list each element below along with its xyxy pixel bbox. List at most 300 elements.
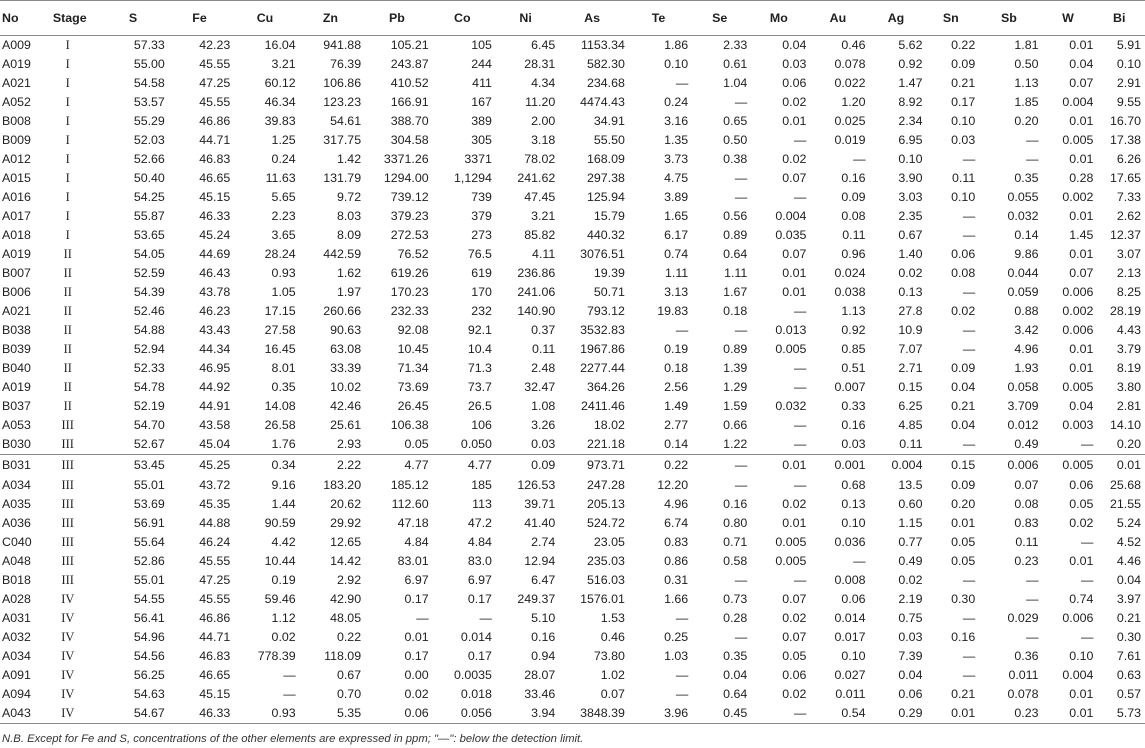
cell-no: A019 xyxy=(2,380,31,394)
cell-co: 232 xyxy=(471,304,492,318)
column-header-bi: Bi xyxy=(1097,1,1145,36)
cell-fe: 45.25 xyxy=(169,455,234,477)
cell-sb: 1.13 xyxy=(1014,76,1039,90)
cell-au: 0.13 xyxy=(841,497,866,511)
cell-ag: 10.9 xyxy=(898,323,923,337)
cell-s: 54.25 xyxy=(133,190,165,204)
cell-cu: 4.42 xyxy=(271,535,296,549)
column-header-sb: Sb xyxy=(979,1,1042,36)
cell-mo: — xyxy=(794,380,807,394)
cell-zn: 10.02 xyxy=(330,380,362,394)
cell-as: 235.03 xyxy=(586,554,625,568)
cell-stage: II xyxy=(63,380,72,394)
cell-zn: 118.09 xyxy=(324,649,362,663)
cell-s: 55.87 xyxy=(133,209,165,223)
cell-fe: 45.04 xyxy=(199,437,231,451)
cell-pb: 739.12 xyxy=(390,190,429,204)
column-header-au: Au xyxy=(810,1,869,36)
cell-no: A032 xyxy=(2,630,31,644)
cell-bi: 7.61 xyxy=(1116,649,1141,663)
cell-pb: 185.12 xyxy=(390,478,429,492)
table-row xyxy=(0,455,1145,477)
cell-ag: 1.15 xyxy=(898,516,923,530)
cell-mo: — xyxy=(794,190,807,204)
cell-w: — xyxy=(1081,437,1094,451)
cell-w: 0.004 xyxy=(1062,668,1094,682)
cell-stage: II xyxy=(63,285,72,299)
cell-w: 0.74 xyxy=(1069,592,1094,606)
cell-co: 76.5 xyxy=(467,247,492,261)
cell-co: 4.84 xyxy=(467,535,492,549)
cell-bi: 21.55 xyxy=(1109,497,1141,511)
cell-no: A021 xyxy=(2,76,31,90)
cell-w: 0.002 xyxy=(1062,304,1094,318)
cell-co: 73.7 xyxy=(467,380,492,394)
column-header-ag: Ag xyxy=(869,1,926,36)
cell-zn: 183.20 xyxy=(323,478,362,492)
cell-w: 0.01 xyxy=(1069,152,1094,166)
cell-stage: II xyxy=(63,247,72,261)
cell-sb: 3.709 xyxy=(1007,399,1039,413)
cell-stage: I xyxy=(65,171,70,185)
cell-fe: 46.43 xyxy=(199,266,231,280)
column-header-pb: Pb xyxy=(365,1,433,36)
cell-zn: 2.92 xyxy=(336,573,362,587)
cell-sb: 0.08 xyxy=(1014,497,1039,511)
cell-bi: 16.70 xyxy=(1109,114,1141,128)
cell-cu: 1.25 xyxy=(271,133,296,147)
cell-zn: 123.23 xyxy=(323,95,362,109)
cell-s: 52.33 xyxy=(133,361,165,375)
cell-ni: 4.34 xyxy=(531,76,556,90)
cell-no: A009 xyxy=(2,38,31,52)
cell-co: 4.77 xyxy=(433,455,496,477)
cell-sn: 0.02 xyxy=(951,304,976,318)
table-row xyxy=(0,283,1145,302)
table-row xyxy=(0,397,1145,416)
cell-se: 1.59 xyxy=(723,399,748,413)
cell-se: 0.64 xyxy=(723,687,748,701)
cell-w: 0.005 xyxy=(1062,380,1094,394)
cell-sn: — xyxy=(962,285,976,299)
cell-au: 0.038 xyxy=(834,285,866,299)
cell-mo: 0.032 xyxy=(775,399,807,413)
cell-bi: 5.24 xyxy=(1116,516,1141,530)
cell-zn: 42.90 xyxy=(330,592,362,606)
cell-stage: III xyxy=(61,478,74,492)
cell-stage: IV xyxy=(42,704,101,724)
cell-ag: 0.02 xyxy=(898,573,923,587)
cell-pb: 619.26 xyxy=(390,266,429,280)
cell-as: 3848.39 xyxy=(559,704,629,724)
cell-no: A048 xyxy=(2,554,31,568)
cell-mo: 0.02 xyxy=(782,687,807,701)
cell-ni: 28.07 xyxy=(524,668,556,682)
cell-sb: — xyxy=(1026,630,1039,644)
cell-au: 0.92 xyxy=(841,323,866,337)
cell-fe: 46.33 xyxy=(169,704,234,724)
cell-te: 1.35 xyxy=(664,133,689,147)
cell-cu: 0.24 xyxy=(271,152,296,166)
cell-sb: 0.83 xyxy=(1014,516,1039,530)
cell-sn: 0.10 xyxy=(951,190,976,204)
cell-bi: 8.19 xyxy=(1116,361,1141,375)
cell-stage: IV xyxy=(61,649,75,663)
cell-no: A019 xyxy=(2,57,31,71)
cell-pb: 105.21 xyxy=(390,38,429,52)
cell-sb: 0.012 xyxy=(1007,418,1039,432)
cell-as: 125.94 xyxy=(586,190,625,204)
cell-bi: 3.07 xyxy=(1116,247,1141,261)
cell-s: 54.58 xyxy=(133,76,165,90)
cell-sb: 0.23 xyxy=(1014,554,1039,568)
cell-ag: 0.04 xyxy=(898,668,923,682)
cell-ag: 6.95 xyxy=(898,133,923,147)
cell-s: 54.70 xyxy=(133,418,165,432)
cell-co: 0.17 xyxy=(467,649,492,663)
cell-w: 0.01 xyxy=(1069,38,1094,52)
cell-te: 2.56 xyxy=(664,380,689,394)
table-row xyxy=(0,435,1145,455)
cell-se: 0.80 xyxy=(723,516,748,530)
cell-se: 0.28 xyxy=(723,611,748,625)
cell-sn: — xyxy=(962,152,976,166)
column-header-s: S xyxy=(101,1,169,36)
cell-se: 0.66 xyxy=(723,418,748,432)
table-row xyxy=(0,245,1145,264)
cell-sb: 0.055 xyxy=(1007,190,1039,204)
cell-w: 0.01 xyxy=(1069,687,1094,701)
cell-w: 1.45 xyxy=(1069,228,1094,242)
cell-se: 1.11 xyxy=(724,266,748,280)
cell-co: 1,1294 xyxy=(454,171,492,185)
cell-au: — xyxy=(853,152,866,166)
cell-bi: 17.65 xyxy=(1109,171,1141,185)
cell-ni: 5.10 xyxy=(531,611,556,625)
cell-sb: 0.058 xyxy=(1007,380,1039,394)
cell-ni: 6.47 xyxy=(531,573,556,587)
cell-cu: 0.93 xyxy=(234,704,299,724)
cell-pb: 232.33 xyxy=(390,304,429,318)
cell-s: 56.25 xyxy=(133,668,165,682)
cell-ag: 0.75 xyxy=(898,611,923,625)
cell-pb: 71.34 xyxy=(397,361,429,375)
cell-sb: 0.011 xyxy=(1008,668,1039,682)
cell-zn: 260.66 xyxy=(323,304,362,318)
cell-co: 739 xyxy=(471,190,492,204)
cell-te: — xyxy=(675,687,689,701)
cell-zn: 5.35 xyxy=(300,704,365,724)
cell-s: 54.39 xyxy=(133,285,165,299)
cell-as: 2411.46 xyxy=(581,399,625,413)
table-row xyxy=(0,150,1145,169)
cell-se: 1.29 xyxy=(723,380,748,394)
cell-w: — xyxy=(1081,573,1094,587)
cell-sb: 0.49 xyxy=(1014,437,1039,451)
cell-mo: 0.02 xyxy=(782,611,807,625)
cell-no: B031 xyxy=(0,455,42,477)
cell-stage: II xyxy=(63,342,72,356)
cell-s: 57.33 xyxy=(133,38,165,52)
cell-au: 0.10 xyxy=(841,516,866,530)
cell-se: — xyxy=(734,190,748,204)
cell-as: 3532.83 xyxy=(580,323,625,337)
cell-au: 0.027 xyxy=(834,668,866,682)
cell-se: — xyxy=(734,95,748,109)
cell-sb: 0.36 xyxy=(1014,649,1039,663)
cell-bi: 0.20 xyxy=(1116,437,1141,451)
cell-zn: 2.22 xyxy=(300,455,365,477)
header-row xyxy=(0,1,1145,36)
cell-no: A034 xyxy=(2,649,31,663)
cell-as: 297.38 xyxy=(586,171,625,185)
cell-pb: 0.00 xyxy=(404,668,429,682)
cell-bi: 7.33 xyxy=(1116,190,1141,204)
table-row xyxy=(0,609,1145,628)
cell-co: 273 xyxy=(471,228,492,242)
cell-sb: 0.20 xyxy=(1014,114,1039,128)
cell-co: 170 xyxy=(471,285,492,299)
cell-stage: I xyxy=(65,114,70,128)
cell-zn: 0.70 xyxy=(336,687,362,701)
cell-te: 6.17 xyxy=(664,228,689,242)
cell-te: — xyxy=(675,323,689,337)
cell-cu: 16.45 xyxy=(264,342,296,356)
table-body xyxy=(0,36,1145,724)
cell-pb: 0.17 xyxy=(404,592,429,606)
cell-ni: 28.31 xyxy=(524,57,556,71)
cell-se: 0.61 xyxy=(723,57,748,71)
cell-zn: 63.08 xyxy=(330,342,362,356)
cell-se: 0.58 xyxy=(723,554,748,568)
cell-fe: 45.15 xyxy=(199,190,231,204)
cell-au: 0.06 xyxy=(841,592,866,606)
cell-sn: 0.09 xyxy=(951,361,976,375)
cell-w: 0.07 xyxy=(1069,76,1094,90)
cell-sn: — xyxy=(962,437,976,451)
cell-stage: III xyxy=(61,573,74,587)
cell-au: 0.022 xyxy=(834,76,866,90)
cell-au: 0.078 xyxy=(834,57,866,71)
cell-se: 1.22 xyxy=(723,437,748,451)
table-row xyxy=(0,533,1145,552)
cell-cu: 778.39 xyxy=(257,649,296,663)
cell-te: 3.16 xyxy=(664,114,689,128)
cell-as: 1153.34 xyxy=(581,38,625,52)
cell-te: 0.86 xyxy=(664,554,689,568)
cell-ni: 32.47 xyxy=(524,380,556,394)
cell-w: 0.10 xyxy=(1069,649,1094,663)
cell-ag: 6.25 xyxy=(898,399,923,413)
cell-w: — xyxy=(1081,535,1094,549)
cell-ag: 0.92 xyxy=(898,57,923,71)
cell-w: 0.01 xyxy=(1043,704,1098,724)
cell-co: 0.056 xyxy=(433,704,496,724)
cell-bi: 2.13 xyxy=(1116,266,1141,280)
cell-stage: IV xyxy=(61,687,75,701)
cell-se: — xyxy=(734,573,748,587)
cell-pb: 170.23 xyxy=(390,285,429,299)
cell-sb: 0.23 xyxy=(979,704,1042,724)
cell-mo: 0.01 xyxy=(782,285,807,299)
cell-au: 0.96 xyxy=(841,247,866,261)
cell-w: 0.02 xyxy=(1069,516,1094,530)
cell-bi: 3.79 xyxy=(1116,342,1141,356)
cell-sn: 0.05 xyxy=(951,554,976,568)
table-row xyxy=(0,628,1145,647)
cell-te: 0.83 xyxy=(664,535,689,549)
cell-ni: 0.37 xyxy=(531,323,556,337)
cell-sn: 0.09 xyxy=(951,478,976,492)
cell-au: 0.011 xyxy=(835,687,866,701)
cell-no: A034 xyxy=(2,478,31,492)
cell-mo: 0.06 xyxy=(782,76,807,90)
cell-as: 50.71 xyxy=(593,285,625,299)
cell-ni: 39.71 xyxy=(524,497,556,511)
cell-cu: 0.35 xyxy=(271,380,296,394)
cell-co: 389 xyxy=(471,114,492,128)
cell-sn: 0.16 xyxy=(951,630,976,644)
cell-ni: 6.45 xyxy=(531,38,556,52)
cell-pb: 0.05 xyxy=(404,437,429,451)
cell-sb: 0.14 xyxy=(1014,228,1039,242)
cell-se: 0.89 xyxy=(723,228,748,242)
cell-te: 4.75 xyxy=(664,171,689,185)
cell-pb: 166.91 xyxy=(390,95,429,109)
cell-fe: 44.91 xyxy=(199,399,231,413)
cell-se: — xyxy=(692,455,751,477)
cell-w: 0.003 xyxy=(1062,418,1094,432)
cell-fe: 47.25 xyxy=(199,573,231,587)
cell-w: 0.05 xyxy=(1069,497,1094,511)
cell-bi: 14.10 xyxy=(1109,418,1141,432)
cell-mo: 0.005 xyxy=(775,554,807,568)
cell-w: 0.07 xyxy=(1069,266,1094,280)
cell-mo: — xyxy=(794,418,807,432)
cell-ag: 13.5 xyxy=(898,478,923,492)
cell-se: 0.38 xyxy=(723,152,748,166)
cell-cu: 10.44 xyxy=(264,554,296,568)
cell-te: 0.31 xyxy=(664,573,689,587)
column-header-se: Se xyxy=(692,1,751,36)
column-header-ni: Ni xyxy=(496,1,559,36)
cell-ag: 0.004 xyxy=(869,455,926,477)
cell-ag: 2.34 xyxy=(898,114,923,128)
cell-te: 19.83 xyxy=(657,304,689,318)
cell-no: C040 xyxy=(2,535,32,549)
cell-s: 55.01 xyxy=(133,478,165,492)
cell-stage: IV xyxy=(61,630,75,644)
cell-stage: I xyxy=(65,228,70,242)
cell-sn: 0.20 xyxy=(951,497,976,511)
cell-pb: 106.38 xyxy=(390,418,429,432)
cell-sn: — xyxy=(962,668,976,682)
cell-pb: 6.97 xyxy=(404,573,429,587)
cell-no: A094 xyxy=(2,687,31,701)
cell-ni: 11.20 xyxy=(525,95,556,109)
cell-w: — xyxy=(1081,630,1094,644)
cell-no: A019 xyxy=(2,247,31,261)
cell-stage: III xyxy=(61,497,74,511)
cell-mo: — xyxy=(794,478,807,492)
cell-te: 1.66 xyxy=(664,592,689,606)
cell-co: 47.2 xyxy=(467,516,492,530)
cell-ag: 2.19 xyxy=(898,592,923,606)
table-row xyxy=(0,226,1145,245)
cell-ag: 0.15 xyxy=(898,380,923,394)
cell-te: 0.74 xyxy=(664,247,689,261)
cell-sn: 0.21 xyxy=(951,687,976,701)
cell-sn: — xyxy=(962,573,976,587)
cell-sn: 0.11 xyxy=(952,171,976,185)
cell-au: 0.008 xyxy=(834,573,866,587)
cell-au: — xyxy=(853,554,866,568)
cell-stage: I xyxy=(65,133,70,147)
cell-ni: 0.94 xyxy=(531,649,556,663)
cell-sb: 0.029 xyxy=(1007,611,1039,625)
cell-co: 26.5 xyxy=(467,399,492,413)
cell-cu: — xyxy=(283,687,296,701)
cell-no: A015 xyxy=(2,171,31,185)
cell-as: 973.71 xyxy=(559,455,629,477)
cell-mo: 0.01 xyxy=(782,114,807,128)
cell-sn: 0.30 xyxy=(951,592,976,606)
cell-fe: 45.24 xyxy=(199,228,231,242)
table-row xyxy=(0,571,1145,590)
cell-ni: 241.62 xyxy=(517,171,556,185)
cell-au: 0.001 xyxy=(810,455,869,477)
cell-au: 0.017 xyxy=(834,630,866,644)
cell-co: 6.97 xyxy=(467,573,492,587)
cell-stage: III xyxy=(61,554,74,568)
cell-te: 0.22 xyxy=(629,455,692,477)
cell-bi: 9.55 xyxy=(1116,95,1141,109)
cell-stage: III xyxy=(42,455,101,477)
table-row xyxy=(0,495,1145,514)
cell-s: 54.96 xyxy=(133,630,165,644)
cell-au: 0.08 xyxy=(841,209,866,223)
cell-w: 0.006 xyxy=(1062,323,1094,337)
cell-fe: 46.23 xyxy=(199,304,231,318)
cell-mo: 0.013 xyxy=(775,323,807,337)
cell-w: 0.01 xyxy=(1069,554,1094,568)
cell-as: 524.72 xyxy=(586,516,625,530)
cell-sn: 0.01 xyxy=(926,704,979,724)
cell-zn: 1.42 xyxy=(336,152,362,166)
cell-zn: 29.92 xyxy=(330,516,362,530)
cell-pb: 73.69 xyxy=(397,380,429,394)
cell-w: 0.04 xyxy=(1069,57,1094,71)
cell-as: 440.32 xyxy=(586,228,625,242)
cell-te: 0.25 xyxy=(664,630,689,644)
cell-mo: — xyxy=(794,304,807,318)
cell-te: 4.96 xyxy=(664,497,689,511)
cell-sb: 0.078 xyxy=(1007,687,1039,701)
cell-mo: 0.07 xyxy=(782,630,807,644)
cell-fe: 43.72 xyxy=(199,478,231,492)
cell-co: 244 xyxy=(471,57,492,71)
cell-fe: 46.24 xyxy=(199,535,231,549)
cell-no: B030 xyxy=(2,437,31,451)
cell-au: 0.09 xyxy=(841,190,866,204)
cell-sn: 0.17 xyxy=(951,95,976,109)
cell-se: 0.71 xyxy=(723,535,748,549)
cell-no: B038 xyxy=(2,323,31,337)
cell-fe: 44.34 xyxy=(199,342,231,356)
cell-zn: 8.09 xyxy=(336,228,362,242)
cell-zn: 25.61 xyxy=(330,418,362,432)
cell-pb: 76.52 xyxy=(397,247,429,261)
